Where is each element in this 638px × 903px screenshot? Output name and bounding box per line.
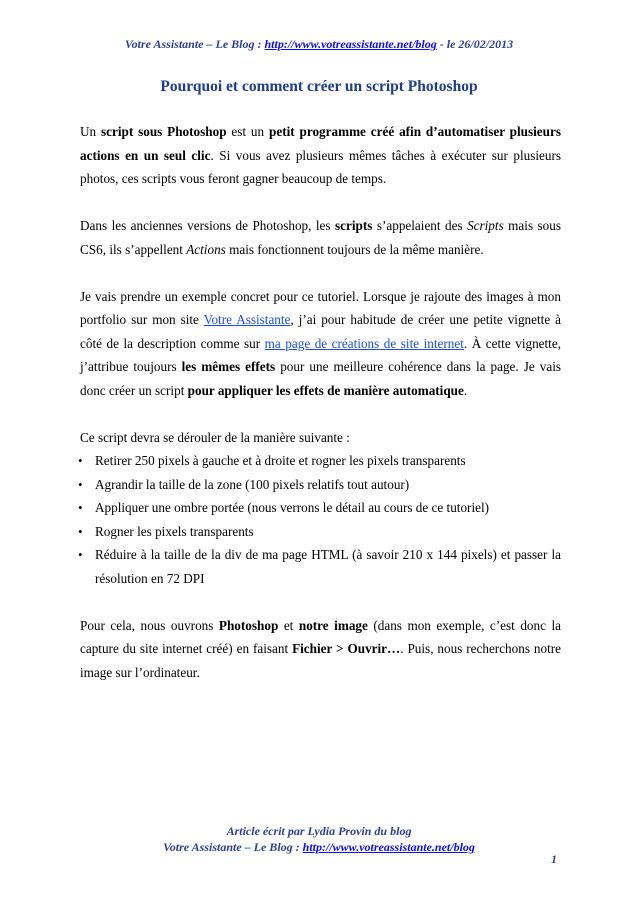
list-item-text: Réduire à la taille de la div de ma page HTML (à savoir 210 x 144 pixels) et passer la résolution en 72 DPI [95,547,561,586]
bullet-icon: • [78,476,83,492]
italic-text: Scripts [467,218,504,233]
list-item [80,473,561,497]
steps-list [80,449,561,590]
text-run: . À cette vignette, j’attribue toujours [80,335,561,374]
page-number: 1 [551,852,557,866]
list-item-text: Retirer 250 pixels à gauche et à droite et rogner les pixels transparents [95,453,466,468]
text-run: est un [226,124,269,139]
header-blog-link[interactable]: http://www.votreassistante.net/blog [264,37,437,51]
text-run: Dans les anciennes versions de Photoshop, les [80,218,336,233]
bullet-icon: • [78,523,83,539]
bullet-icon: • [78,500,83,515]
article-body [80,120,561,708]
example-paragraph [80,285,561,403]
votre-assistante-link[interactable]: Votre Assistante [203,312,291,327]
intro-paragraph [80,120,561,191]
bold-text: scripts [335,218,373,233]
text-run: mais fonctionnent toujours de la même manière. [225,241,484,257]
text-run: . Puis, nous recherchons notre image sur l’ordinateur. [80,641,561,680]
page-footer [0,823,638,855]
bold-text: pour appliquer les effets de manière automatique [187,382,464,398]
text-run: . Si vous avez plusieurs mêmes tâches à exécuter sur plusieurs photos, ces scripts vous feront gagner beaucoup de temps. [80,147,562,186]
article-title: Pourquoi et comment créer un script Photoshop [160,78,478,95]
text-run: (dans mon exemple, c’est donc la capture du site internet créé) en faisant [80,617,561,656]
footer-author-line: Article écrit par Lydia Provin du blog [226,824,412,838]
list-item-text: Agrandir la taille de la zone (100 pixels relatifs tout autour) [95,476,410,492]
list-item [80,496,561,520]
bold-text: script sous Photoshop [101,124,227,139]
bold-text: Fichier > Ouvrir… [292,641,401,656]
list-item [80,543,561,590]
text-run: s’appelaient des [372,218,468,233]
italic-text: Actions [186,241,226,257]
text-run: et [278,617,299,633]
text-run: , j’ai pour habitude de créer une petite vignette à côté de la description comme sur [80,312,561,351]
text-run: pour une meilleure cohérence dans la page. Je vais donc créer un script [80,359,561,398]
text-run: Pour cela, nous ouvrons [80,617,219,633]
footer-blog-link[interactable]: http://www.votreassistante.net/blog [302,840,475,854]
bold-text: notre image [298,617,368,633]
opening-paragraph [80,614,561,685]
header-date: - le 26/02/2013 [436,37,514,51]
list-item-text: Rogner les pixels transparents [95,523,254,539]
text-run: Je vais prendre un exemple concret pour ce tutoriel. Lorsque je rajoute des images à mon portfolio sur mon site [80,288,561,327]
bold-text: les mêmes effets [181,359,276,374]
bullet-icon: • [78,547,83,562]
list-intro: Ce script devra se dérouler de la manière suivante : [80,429,350,445]
text-run: . [463,382,468,398]
header-site-label: Votre Assistante – Le Blog : [124,37,265,51]
list-item [80,520,561,544]
footer-site-label: Votre Assistante – Le Blog : [163,840,303,854]
list-item [80,449,561,473]
footer-blog-line [0,839,638,855]
versions-paragraph [80,214,561,261]
page-header [0,37,638,52]
text-run: Un [80,124,101,139]
text-run: mais sous CS6, ils s’appellent [80,218,561,257]
list-item-text: Appliquer une ombre portée (nous verrons le détail au cours de ce tutoriel) [95,500,490,515]
bold-text: Photoshop [218,617,279,633]
creations-page-link[interactable]: ma page de créations de site internet [264,335,464,351]
bullet-icon: • [78,453,83,468]
bold-text: petit programme créé afin d’automatiser plusieurs actions en un seul clic [80,124,561,163]
